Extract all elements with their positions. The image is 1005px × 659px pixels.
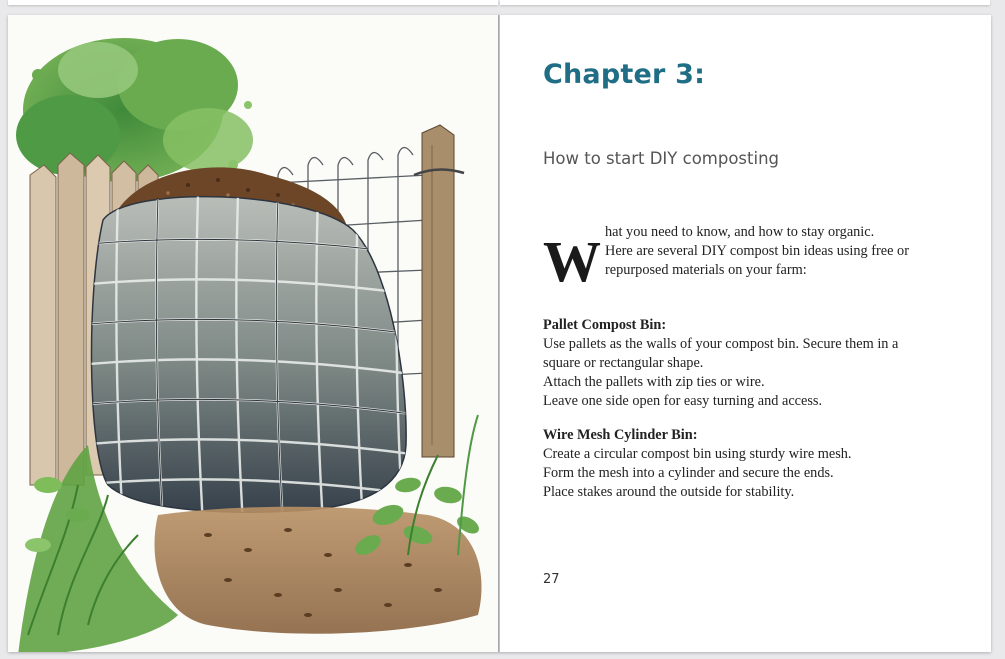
section-heading: Wire Mesh Cylinder Bin: xyxy=(543,427,698,443)
section-line: Place stakes around the outside for stability. xyxy=(543,484,795,500)
fence-post xyxy=(414,125,464,457)
chapter-subtitle: How to start DIY composting xyxy=(543,149,780,168)
section-pallet-compost-bin xyxy=(543,316,963,411)
intro-line: Here are several DIY compost bin ideas using free or xyxy=(605,243,909,259)
section-heading: Pallet Compost Bin: xyxy=(543,317,667,333)
section-line: Create a circular compost bin using sturdy wire mesh. xyxy=(543,446,852,462)
intro-line: hat you need to know, and how to stay organic. xyxy=(605,224,875,240)
section-line: Form the mesh into a cylinder and secure the ends. xyxy=(543,465,834,481)
section-line: Attach the pallets with zip ties or wire. xyxy=(543,374,765,390)
compost-bag xyxy=(78,195,418,525)
section-line: Leave one side open for easy turning and access. xyxy=(543,393,823,409)
ground-soil xyxy=(155,507,482,634)
previous-page-edge-right xyxy=(500,0,990,5)
right-page xyxy=(500,15,991,652)
drop-cap: W xyxy=(543,229,601,294)
page-number: 27 xyxy=(543,572,560,587)
book-spread xyxy=(8,15,991,652)
section-wire-mesh-cylinder-bin xyxy=(543,426,963,502)
left-page-illustration xyxy=(8,15,498,652)
previous-page-edge-left xyxy=(8,0,498,5)
intro-lines xyxy=(605,223,909,280)
tree-foliage xyxy=(16,38,253,182)
chapter-title: Chapter 3: xyxy=(543,59,706,90)
intro-line: repurposed materials on your farm: xyxy=(605,262,807,278)
intro-paragraph xyxy=(543,223,963,293)
section-line: Use pallets as the walls of your compost bin. Secure them in a xyxy=(543,336,899,352)
section-line: square or rectangular shape. xyxy=(543,355,704,371)
compost-bin-illustration xyxy=(8,15,498,652)
